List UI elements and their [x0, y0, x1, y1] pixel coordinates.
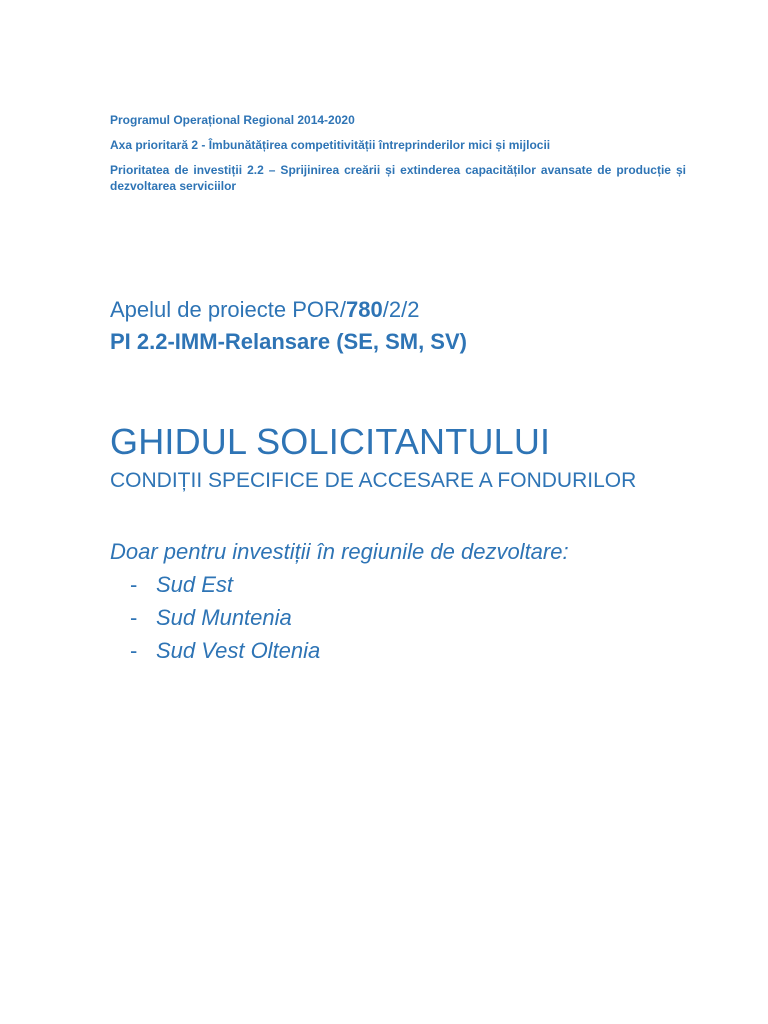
region-list — [110, 568, 569, 667]
investment-priority: Prioritatea de investiții 2.2 – Sprijinirea creării și extinderea capacităților avansate de producție și dezvoltarea serviciilor — [110, 163, 686, 193]
region-name: Sud Est — [156, 572, 234, 597]
region-name: Sud Vest Oltenia — [156, 638, 321, 663]
region-item — [110, 601, 569, 634]
call-code — [110, 294, 467, 326]
call-code-prefix: Apelul de proiecte POR/ — [110, 297, 347, 322]
region-item — [110, 634, 569, 667]
regions-section — [110, 536, 569, 667]
call-code-suffix: /2/2 — [382, 297, 420, 322]
region-item — [110, 568, 569, 601]
program-header — [110, 112, 686, 203]
bullet-dash: - — [130, 572, 138, 597]
bullet-dash: - — [130, 638, 138, 663]
regions-intro: Doar pentru investiții în regiunile de dezvoltare: — [110, 539, 569, 564]
priority-axis: Axa prioritară 2 - Îmbunătățirea competitivității întreprinderilor mici și mijlocii — [110, 138, 551, 152]
program-name: Programul Operațional Regional 2014-2020 — [110, 113, 355, 127]
bullet-dash: - — [130, 605, 138, 630]
call-for-projects — [110, 294, 467, 358]
guide-heading — [110, 418, 636, 496]
call-subtitle: PI 2.2-IMM-Relansare (SE, SM, SV) — [110, 329, 467, 354]
region-name: Sud Muntenia — [156, 605, 292, 630]
guide-title: GHIDUL SOLICITANTULUI — [110, 421, 551, 462]
call-code-number: 780 — [346, 297, 383, 322]
guide-subtitle: CONDIȚII SPECIFICE DE ACCESARE A FONDURILOR — [110, 469, 637, 492]
